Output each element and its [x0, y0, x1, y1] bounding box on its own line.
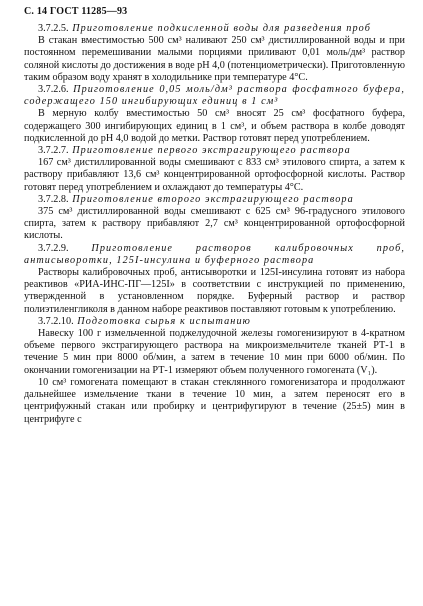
- section-title: Приготовление подкисленной воды для разведения проб: [68, 23, 371, 34]
- section-number: 3.7.2.10.: [38, 315, 74, 327]
- section-number: 3.7.2.5.: [38, 23, 69, 34]
- running-header: С. 14 ГОСТ 11285—93: [24, 6, 128, 17]
- section-number: 3.7.2.7.: [38, 145, 69, 157]
- section-heading: [24, 243, 405, 267]
- section-heading: [24, 23, 405, 35]
- body-paragraph: Навеску 100 г измельченной поджелудочной железы гомогенизируют в 4-кратном объеме первого экстрагирующего раствора на микроизмельчителе тканей РТ-1 в течение 5 мин при 8000 об/мин, а затем в течение 10 мин при 6000 об/мин. По окончании гомогенизации на РТ-1 измеряют объем полученного гомогената (V₁).: [24, 328, 405, 376]
- section-title: Приготовление растворов калибровочных проб, антисыворотки, 125I-инсулина и буферного раствора: [24, 242, 405, 266]
- section-title: Приготовление второго экстрагирующего раствора: [68, 193, 354, 205]
- section-number: 3.7.2.8.: [38, 193, 69, 205]
- section-title: Приготовление первого экстрагирующего раствора: [68, 145, 351, 157]
- body-paragraph: 375 см³ дистиллированной воды смешивают с 625 см³ 96-градусного этилового спирта, затем к раствору прибавляют 2,7 см³ концентрированной ортофосфорной кислоты.: [24, 206, 405, 242]
- section-heading: [24, 316, 405, 328]
- section-number: 3.7.2.9.: [38, 242, 69, 254]
- section-number: 3.7.2.6.: [38, 84, 69, 96]
- section-title: Приготовление 0,05 моль/дм³ раствора фосфатного буфера, содержащего 150 ингибирующих единиц в 1 см³: [24, 84, 405, 108]
- body-paragraph: В мерную колбу вместимостью 50 см³ вносят 25 см³ фосфатного буфера, содержащего 300 ингибирующих единиц в 1 см³, и объем раствора в колбе доводят подкисленной до pH 4,0 водой до метки. Раствор готовят перед употреблением.: [24, 108, 405, 144]
- body-paragraph: Растворы калибровочных проб, антисыворотки и 125I-инсулина готовят из набора реактивов «РИА-ИНС-ПГ—125I» в соответствии с инструкцией по применению, утвержденной в установленном порядке. Буферный раствор и раствор полиэтиленгликоля в данном наборе реактивов поставляют готовым к употреблению.: [24, 267, 405, 315]
- body-paragraph: 167 см³ дистиллированной воды смешивают с 833 см³ этилового спирта, а затем к раствору прибавляют 13,6 см³ концентрированной ортофосфорной кислоты. Раствор готовят перед употреблением и охлаждают до температуры 4°С.: [24, 157, 405, 193]
- body-paragraph: 10 см³ гомогената помещают в стакан стеклянного гомогенизатора и продолжают дальнейшее измельчение ткани в течение 10 мин, а затем переносят его в центрифужный стакан или пробирку и центрифугируют в течение (25±5) мин в центрифуге с: [24, 376, 405, 425]
- body-paragraph: В стакан вместимостью 500 см³ наливают 250 см³ дистиллированной воды и при постоянном перемешивании малыми порциями приливают 0,01 моль/дм³ раствор соляной кислоты до достижения в воде pH 4,0 (потенциометрически). Приготовленную таким образом воду хранят в холодильнике при температуре 4°С.: [24, 35, 405, 83]
- section-title: Подготовка сырья к испытанию: [73, 315, 251, 327]
- section-heading: [24, 194, 405, 206]
- section-heading: [24, 84, 405, 108]
- section-heading: [24, 145, 405, 157]
